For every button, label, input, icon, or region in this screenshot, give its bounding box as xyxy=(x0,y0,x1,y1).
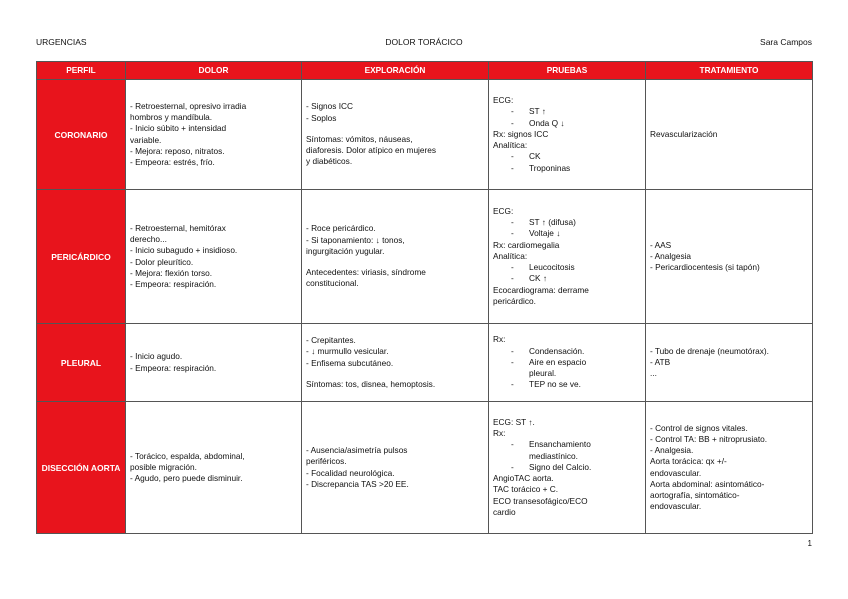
cell-line: - Focalidad neurológica. xyxy=(306,467,395,478)
cell-line: AngioTAC aorta. xyxy=(493,473,554,484)
dash-bullet: - xyxy=(511,273,514,284)
exploracion-cell xyxy=(302,190,489,324)
cell-line: - Discrepancia TAS >20 EE. xyxy=(306,478,409,489)
cell-line: - Empeora: estrés, frío. xyxy=(130,156,215,167)
pruebas-cell xyxy=(489,190,646,324)
dolor-cell xyxy=(126,190,302,324)
sub-item-text: Onda Q ↓ xyxy=(529,117,565,128)
cell-line: Rx: cardiomegalia xyxy=(493,239,560,250)
profile-cell: PLEURAL xyxy=(37,324,126,402)
dolor-cell xyxy=(126,402,302,534)
cell-line: Aorta torácica: qx +/- xyxy=(650,456,727,467)
cell-line: - Inicio subagudo + insidioso. xyxy=(130,245,238,256)
dash-bullet: - xyxy=(511,461,514,472)
document-title: DOLOR TORÁCICO xyxy=(385,37,463,47)
cell-line: - ATB xyxy=(650,356,671,367)
dolor-cell xyxy=(126,324,302,402)
table-row xyxy=(37,324,813,402)
pruebas-cell xyxy=(489,402,646,534)
dash-bullet: - xyxy=(511,151,514,162)
cell-line: Analítica: xyxy=(493,140,528,151)
exploracion-cell xyxy=(302,324,489,402)
sub-item-text: Ensanchamiento xyxy=(529,439,591,450)
cell-line: - Inicio súbito + intensidad xyxy=(130,123,227,134)
sub-item-text: Signo del Calcio. xyxy=(529,461,592,472)
cell-line: endovascular. xyxy=(650,467,702,478)
dash-bullet: - xyxy=(511,356,514,367)
cell-line: - Pericardiocentesis (si tapón) xyxy=(650,262,760,273)
author-name: Sara Campos xyxy=(760,37,812,47)
dash-bullet: - xyxy=(511,162,514,173)
table-header-row xyxy=(37,62,813,80)
sub-item-text: Voltaje ↓ xyxy=(529,228,561,239)
spacer xyxy=(306,369,484,379)
cell-line: - Analgesia. xyxy=(650,445,694,456)
profile-cell: PERICÁRDICO xyxy=(37,190,126,324)
sub-item-text: TEP no se ve. xyxy=(529,379,581,390)
cell-line: - Retroesternal, hemitórax xyxy=(130,222,226,233)
cell-line: Síntomas: tos, disnea, hemoptosis. xyxy=(306,378,436,389)
table-row xyxy=(37,80,813,190)
cell-line: - Si taponamiento: ↓ tonos, xyxy=(306,234,405,245)
cell-line: - Dolor pleurítico. xyxy=(130,256,194,267)
cell-sub-item xyxy=(493,357,641,368)
cell-line: - Torácico, espalda, abdominal, xyxy=(130,450,245,461)
tratamiento-cell xyxy=(646,324,813,402)
sub-item-text: Troponinas xyxy=(529,162,571,173)
dolor-cell xyxy=(126,80,302,190)
cell-line: Antecedentes: viriasis, síndrome xyxy=(306,267,426,278)
cell-line: pericárdico. xyxy=(493,295,536,306)
cell-line: variable. xyxy=(130,134,162,145)
cell-line: - Crepitantes. xyxy=(306,335,356,346)
cell-line: - Empeora: respiración. xyxy=(130,362,217,373)
cell-line: Revascularización xyxy=(650,128,718,139)
page-number: 1 xyxy=(807,539,812,548)
cell-line: - Empeora: respiración. xyxy=(130,278,217,289)
cell-line: - ↓ murmullo vesicular. xyxy=(306,346,389,357)
cell-line: derecho... xyxy=(130,234,167,245)
cell-line: ECG: xyxy=(493,206,514,217)
cell-line: periféricos. xyxy=(306,456,347,467)
cell-line: constitucional. xyxy=(306,278,359,289)
table-row xyxy=(37,402,813,534)
chest-pain-table xyxy=(36,61,813,534)
cell-line: Síntomas: vómitos, náuseas, xyxy=(306,133,413,144)
profile-cell: CORONARIO xyxy=(37,80,126,190)
tratamiento-cell xyxy=(646,190,813,324)
dash-bullet: - xyxy=(511,217,514,228)
sub-item-text: Aire en espacio xyxy=(529,356,587,367)
sub-item-text: Condensación. xyxy=(529,345,585,356)
column-header-dolor: DOLOR xyxy=(126,62,302,80)
cell-line: Analítica: xyxy=(493,250,528,261)
cell-sub-item xyxy=(493,346,641,357)
dash-bullet: - xyxy=(511,345,514,356)
cell-sub-item xyxy=(493,163,641,174)
column-header-perfil: PERFIL xyxy=(37,62,126,80)
cell-line: ECG: xyxy=(493,95,514,106)
profile-cell: DISECCIÓN AORTA xyxy=(37,402,126,534)
cell-line: ... xyxy=(650,368,657,379)
cell-line: Aorta abdominal: asintomático- xyxy=(650,478,765,489)
cell-line: - Enfisema subcutáneo. xyxy=(306,357,394,368)
cell-sub-continuation: pleural. xyxy=(529,368,557,379)
dash-bullet: - xyxy=(511,228,514,239)
cell-line: ECO transesofágico/ECO xyxy=(493,495,588,506)
sub-item-text: CK ↑ xyxy=(529,273,547,284)
cell-line: - Signos ICC xyxy=(306,101,354,112)
cell-line: Ecocardiograma: derrame xyxy=(493,284,589,295)
cell-line: - Mejora: flexión torso. xyxy=(130,267,213,278)
cell-line: - Tubo de drenaje (neumotórax). xyxy=(650,345,769,356)
cell-line: hombros y mandíbula. xyxy=(130,112,213,123)
cell-line: Rx: xyxy=(493,334,506,345)
cell-sub-item xyxy=(493,273,641,284)
cell-sub-item xyxy=(493,228,641,239)
dash-bullet: - xyxy=(511,117,514,128)
cell-line: ingurgitación yugular. xyxy=(306,245,385,256)
cell-line: - AAS xyxy=(650,239,672,250)
cell-sub-item xyxy=(493,151,641,162)
cell-line: posible migración. xyxy=(130,461,197,472)
dash-bullet: - xyxy=(511,439,514,450)
cell-line: - Inicio agudo. xyxy=(130,351,183,362)
cell-line: endovascular. xyxy=(650,501,702,512)
cell-line: - Retroesternal, opresivo irradia xyxy=(130,100,247,111)
cell-line: - Control TA: BB + nitroprusiato. xyxy=(650,433,768,444)
tratamiento-cell xyxy=(646,80,813,190)
cell-sub-continuation: mediastínico. xyxy=(529,450,578,461)
cell-line: - Control de signos vitales. xyxy=(650,422,748,433)
sub-item-text: CK xyxy=(529,151,541,162)
cell-line: Rx: signos ICC xyxy=(493,128,549,139)
cell-line: ECG: ST ↑. xyxy=(493,417,535,428)
cell-sub-item xyxy=(493,217,641,228)
dash-bullet: - xyxy=(511,106,514,117)
cell-line: diaforesis. Dolor atípico en mujeres xyxy=(306,145,437,156)
tratamiento-cell xyxy=(646,402,813,534)
cell-sub-item xyxy=(493,439,641,450)
column-header-exploracion: EXPLORACIÓN xyxy=(302,62,489,80)
sub-item-text: ST ↑ xyxy=(529,106,546,117)
pruebas-cell xyxy=(489,80,646,190)
exploracion-cell xyxy=(302,402,489,534)
sub-item-text: ST ↑ (difusa) xyxy=(529,217,576,228)
cell-line: y diabéticos. xyxy=(306,156,353,167)
exploracion-cell xyxy=(302,80,489,190)
header-section-label: URGENCIAS xyxy=(36,37,87,47)
cell-sub-item xyxy=(493,262,641,273)
cell-line: - Soplos xyxy=(306,112,337,123)
cell-sub-item xyxy=(493,379,641,390)
column-header-pruebas: PRUEBAS xyxy=(489,62,646,80)
cell-line: - Analgesia xyxy=(650,250,692,261)
cell-line: Rx: xyxy=(493,428,506,439)
cell-sub-item xyxy=(493,106,641,117)
spacer xyxy=(306,257,484,267)
dash-bullet: - xyxy=(511,379,514,390)
cell-sub-item xyxy=(493,118,641,129)
cell-sub-item xyxy=(493,462,641,473)
cell-line: cardio xyxy=(493,506,516,517)
cell-line: - Mejora: reposo, nitratos. xyxy=(130,145,225,156)
cell-line: aortografía, sintomático- xyxy=(650,489,740,500)
column-header-tratamiento: TRATAMIENTO xyxy=(646,62,813,80)
dash-bullet: - xyxy=(511,262,514,273)
cell-line: - Ausencia/asimetría pulsos xyxy=(306,445,408,456)
table-row xyxy=(37,190,813,324)
sub-item-text: Leucocitosis xyxy=(529,262,575,273)
pruebas-cell xyxy=(489,324,646,402)
cell-line: - Agudo, pero puede disminuir. xyxy=(130,473,243,484)
cell-line: - Roce pericárdico. xyxy=(306,223,376,234)
cell-line: TAC torácico + C. xyxy=(493,484,559,495)
spacer xyxy=(306,124,484,134)
